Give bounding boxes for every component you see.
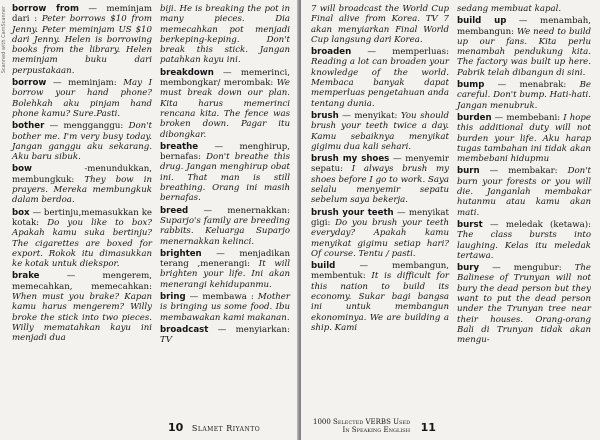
entry-gloss: — membawa : (185, 292, 258, 303)
entry-headword: breed (160, 205, 189, 216)
dictionary-entry (457, 80, 591, 111)
entry-example: Mother is bringing us some food. Ibu membawakan kami makanan. (160, 292, 290, 323)
entry-gloss: — bertinju,memasukkan ke kotak: (12, 207, 152, 228)
entry-example: Don't burn your forests or you will die. Janganlah membakar hutanmu atau kamu akan mati. (457, 166, 591, 218)
dictionary-entry (311, 154, 449, 205)
entry-gloss: — menyiarkan: (208, 324, 290, 335)
running-title: 1000 Selected VERBS Used In Speaking English (313, 418, 411, 434)
entry-example: Be careful. Don't bump. Hati-hati. Jangan menubruk. (457, 80, 591, 111)
entry-example: Don't breathe this drug. Jangan menghirup obat ini. That man is still breathing. Orang ini masih bernafas. (160, 152, 290, 204)
dictionary-entry (457, 4, 591, 14)
dictionary-entry (12, 121, 152, 162)
dictionary-entry (12, 208, 152, 270)
entry-gloss: -menundukkan, membungkuk: (12, 164, 152, 185)
page-number: 10 (168, 421, 184, 434)
entry-gloss: — menjadikan terang ,menerangi: (160, 248, 290, 270)
entry-example: It is difficult for this nation to build its economy. Sukar bagi bangsa ini untuk membangun ekonominya. We are building a ship. Kami (311, 271, 449, 333)
entry-example: Don't bother me. I'm very busy today. Jangan ganggu aku sekarang. Aku baru sibuk. (12, 121, 152, 163)
entry-gloss: — menabrak: (484, 80, 580, 91)
entry-example: Do you brush your teeth everyday? Apakah kamu menyikat gigimu setiap hari? Of course. Tentu / pasti. (311, 217, 449, 259)
entry-gloss: — membebani: (491, 112, 564, 123)
entry-gloss: — menghirup, bernafas: (160, 141, 290, 163)
entry-example: 7 will broadcast the World Cup Final alive from Korea. TV 7 akan menyiarkan Final World Cup langsung dari Korea. (311, 4, 449, 45)
entry-headword: burn (457, 166, 480, 177)
entry-gloss: — meledak (ketawa): (482, 219, 591, 230)
dictionary-entry (457, 166, 591, 217)
dictionary-entry (160, 206, 290, 247)
entry-gloss: — mengerem, memecahkan, memecahkan: (12, 271, 152, 292)
entry-headword: breakdown (160, 67, 214, 78)
entry-headword: build up (457, 16, 507, 27)
watermark: Scanned with CamScanner (1, 6, 7, 74)
entry-example: Peter borrows $10 from Jenny. Peter meminjam US $10 dari Jenny. Helen is borrowing books from the library. Helen meminjam buku dari perpustakaan. (12, 14, 153, 76)
entry-gloss: — menyemir sepatu: (311, 154, 449, 175)
dictionary-entry (311, 4, 449, 45)
entry-example: The Balinese of Trunyan will not bury the dead person but they want to put the dead person under the Trunyan tree near their houses. Orang-orang Bali di Trunyan tidak akan mengu- (457, 263, 591, 346)
right-page (301, 0, 600, 440)
dictionary-entry (457, 220, 591, 261)
dictionary-entry (311, 208, 449, 259)
running-title: Slamet Riyanto (191, 424, 261, 433)
dictionary-entry (160, 325, 290, 346)
entry-gloss: — mengubur: (479, 263, 575, 274)
right-footer (313, 418, 589, 434)
entry-gloss: — menernakkan: (188, 205, 290, 216)
entry-headword: brush your teeth (311, 207, 394, 218)
dictionary-entry (12, 4, 152, 76)
entry-headword: breathe (160, 141, 199, 152)
entry-example: I always brush my shoes before I go to work. Saya selalu menyemir sepatu sebelum saya bekerja. (311, 164, 449, 206)
dictionary-entry (12, 164, 152, 205)
entry-headword: burst (457, 219, 483, 230)
left-page (0, 0, 299, 440)
entry-example: You should brush your teeth twice a day. Kamu sebaiknya menyikat gigimu dua kali sehari. (311, 110, 449, 152)
entry-headword: borrow (12, 78, 47, 89)
entry-example: The class bursts into laughing. Kelas itu meledak tertawa. (457, 230, 591, 261)
entry-gloss: — meminjam: (46, 78, 124, 89)
entry-headword: burden (457, 112, 492, 123)
dictionary-entry (311, 111, 449, 152)
dictionary-entry (160, 292, 290, 323)
entry-example: Suparjo's family are breeding rabbits. Keluarga Suparjo menernakkan kelinci. (160, 215, 290, 247)
entry-headword: box (12, 207, 30, 218)
entry-example: biji. He is breaking the pot in many pieces. Dia memecahkan pot menjadi berkeping-keping. Don't break this stick. Jangan patahkan kayu ini. (160, 4, 290, 66)
entry-gloss: — menyikat gigi: (311, 207, 450, 228)
entry-headword: bother (12, 121, 45, 132)
dictionary-entry (160, 68, 290, 140)
entry-gloss: — menyikat: (338, 110, 401, 121)
entry-headword: bring (160, 292, 186, 303)
dictionary-entry (12, 78, 152, 119)
dictionary-entry (457, 113, 591, 164)
entry-headword: broaden (311, 47, 352, 58)
entry-example: It will brighten your life. Ini akan menerangi kehidupanmu. (160, 259, 290, 290)
entry-gloss: — meminjam dari : (12, 4, 152, 25)
entry-gloss: — memperluas: (351, 47, 449, 58)
entry-headword: bury (457, 263, 480, 274)
entry-headword: broadcast (160, 324, 209, 335)
left-footer (168, 421, 296, 434)
entry-example: We need to build up our fans. Kita perlu menambah pendukung kita. The factory was built up here. Pabrik telah dibangun di sini. (457, 26, 591, 78)
dictionary-entry (457, 16, 591, 78)
left-column-2 (160, 4, 290, 348)
entry-example: They bow in prayers. Mereka membungkuk dalam berdoa. (12, 174, 152, 206)
entry-gloss: — mengganggu: (44, 121, 129, 132)
entry-headword: brush (311, 110, 339, 121)
entry-headword: bow (12, 164, 32, 175)
entry-example: Do you like to box? Apakah kamu suka bertinju? The cigarettes are boxed for export. Rokok itu dimasukkan ke kotak untuk diekspor. (12, 217, 152, 270)
entry-example: May I borrow your hand phone? Bolehkah aku pinjam hand phone kamu? Sure.Pasti. (12, 78, 152, 119)
right-column-1 (311, 4, 449, 335)
entry-example: sedang membuat kapal. (457, 4, 562, 14)
entry-headword: brake (12, 271, 40, 282)
entry-headword: brush my shoes (311, 154, 390, 165)
entry-gloss: — memerinci, membongkar/ merombak: (160, 67, 290, 89)
dictionary-entry (160, 4, 290, 66)
dictionary-entry (160, 142, 290, 204)
entry-example: When must you brake? Kapan kamu harus mengerem? Willy broke the stick into two pieces. Willy mematahkan kayu ini menjadi dua (12, 292, 152, 344)
entry-example: I hope this additional duty will not burden your life. Aku harap tugas tambahan ini tidak akan membebani hidupmu (457, 112, 591, 165)
dictionary-entry (311, 261, 449, 333)
entry-example: We must break down our plan. Kita harus memerinci rencana kita. The fence was broken down. Pagar itu dibongkar. (160, 78, 290, 140)
entry-gloss: — membangun, membentuk: (311, 261, 449, 282)
entry-headword: brighten (160, 248, 202, 259)
entry-example: Reading a lot can broaden your knowledge of the world. Membaca banyak dapat memperluas pengetahuan anda tentang dunia. (311, 57, 449, 109)
left-column-1 (12, 4, 152, 346)
entry-headword: bump (457, 80, 485, 91)
page-number: 11 (420, 421, 436, 434)
entry-example: TV (160, 335, 172, 346)
right-column-2 (457, 4, 591, 348)
entry-headword: borrow from (12, 4, 79, 14)
entry-gloss: — membakar: (479, 166, 568, 177)
dictionary-entry (457, 263, 591, 345)
entry-gloss: — menambah, membangun: (457, 16, 591, 37)
entry-headword: build (311, 261, 336, 272)
dictionary-entry (12, 271, 152, 343)
dictionary-entry (160, 249, 290, 290)
dictionary-entry (311, 47, 449, 109)
